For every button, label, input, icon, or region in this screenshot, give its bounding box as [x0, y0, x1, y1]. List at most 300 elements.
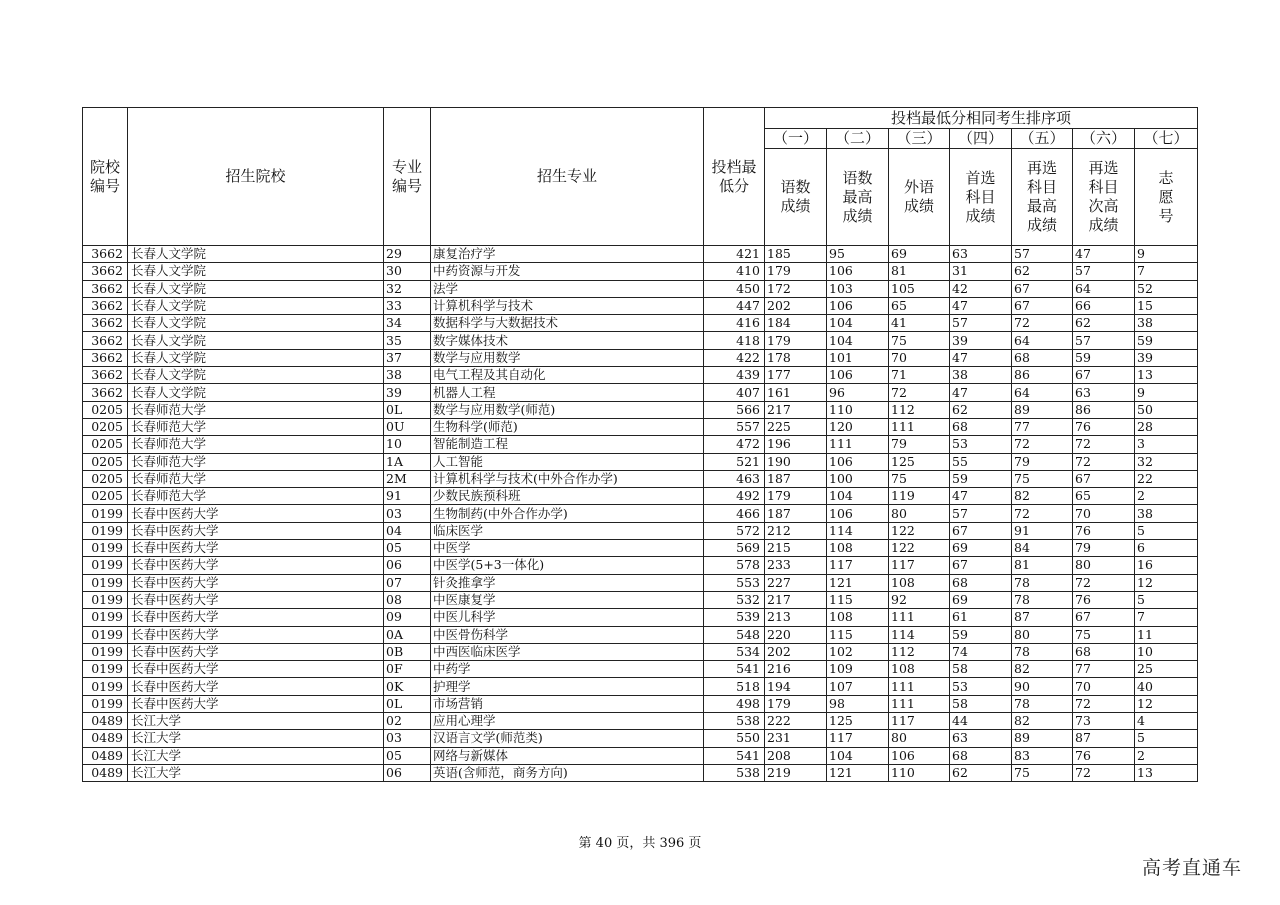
cell-score-4: 57 [950, 505, 1012, 522]
cell-school-code: 3662 [83, 332, 128, 349]
cell-min-score: 534 [704, 643, 765, 660]
cell-score-5: 86 [1012, 367, 1073, 384]
cell-min-score: 538 [704, 764, 765, 781]
cell-min-score: 466 [704, 505, 765, 522]
cell-score-1: 219 [765, 764, 827, 781]
cell-score-3: 108 [889, 574, 950, 591]
cell-score-6: 72 [1073, 436, 1135, 453]
cell-score-1: 212 [765, 522, 827, 539]
cell-min-score: 518 [704, 678, 765, 695]
cell-major-name: 中西医临床医学 [431, 643, 704, 660]
cell-school-code: 0199 [83, 574, 128, 591]
cell-min-score: 541 [704, 747, 765, 764]
cell-min-score: 422 [704, 349, 765, 366]
cell-score-3: 125 [889, 453, 950, 470]
cell-score-5: 83 [1012, 747, 1073, 764]
cell-score-2: 95 [827, 246, 889, 263]
cell-min-score: 532 [704, 591, 765, 608]
cell-major-name: 针灸推拿学 [431, 574, 704, 591]
cell-school-code: 0199 [83, 695, 128, 712]
cell-score-5: 75 [1012, 764, 1073, 781]
header-tiebreak-label: 首选科目成绩 [950, 149, 1012, 246]
cell-score-6: 62 [1073, 315, 1135, 332]
cell-score-6: 77 [1073, 661, 1135, 678]
header-major-code: 专业编号 [384, 108, 431, 246]
cell-score-3: 122 [889, 540, 950, 557]
cell-min-score: 548 [704, 626, 765, 643]
cell-score-2: 104 [827, 488, 889, 505]
cell-score-6: 59 [1073, 349, 1135, 366]
cell-score-5: 72 [1012, 315, 1073, 332]
cell-score-4: 68 [950, 574, 1012, 591]
table-row [83, 418, 1198, 435]
table-row [83, 349, 1198, 366]
cell-school-code: 0205 [83, 488, 128, 505]
cell-score-1: 184 [765, 315, 827, 332]
cell-score-5: 57 [1012, 246, 1073, 263]
cell-score-6: 66 [1073, 297, 1135, 314]
cell-score-5: 68 [1012, 349, 1073, 366]
cell-major-code: 29 [384, 246, 431, 263]
header-tiebreak-num: （三） [889, 129, 950, 149]
cell-school-code: 0199 [83, 540, 128, 557]
cell-score-1: 185 [765, 246, 827, 263]
cell-school-name: 长春中医药大学 [128, 678, 384, 695]
cell-score-4: 61 [950, 609, 1012, 626]
cell-score-6: 67 [1073, 367, 1135, 384]
cell-score-1: 217 [765, 591, 827, 608]
cell-score-2: 103 [827, 280, 889, 297]
cell-score-2: 106 [827, 297, 889, 314]
cell-wish-no: 22 [1135, 470, 1198, 487]
cell-school-code: 0205 [83, 453, 128, 470]
table-row [83, 609, 1198, 626]
cell-major-name: 数字媒体技术 [431, 332, 704, 349]
cell-major-name: 汉语言文学(师范类) [431, 730, 704, 747]
cell-wish-no: 2 [1135, 747, 1198, 764]
cell-major-name: 英语(含师范，商务方向) [431, 764, 704, 781]
cell-score-1: 217 [765, 401, 827, 418]
cell-score-2: 121 [827, 764, 889, 781]
header-major-name: 招生专业 [431, 108, 704, 246]
cell-score-2: 106 [827, 505, 889, 522]
cell-school-code: 3662 [83, 246, 128, 263]
cell-score-2: 104 [827, 332, 889, 349]
cell-score-4: 67 [950, 522, 1012, 539]
cell-school-name: 长春师范大学 [128, 418, 384, 435]
cell-school-name: 长春中医药大学 [128, 557, 384, 574]
cell-major-code: 0F [384, 661, 431, 678]
table-row [83, 332, 1198, 349]
cell-school-name: 长江大学 [128, 747, 384, 764]
cell-school-name: 长江大学 [128, 713, 384, 730]
cell-major-name: 数学与应用数学(师范) [431, 401, 704, 418]
cell-score-3: 41 [889, 315, 950, 332]
cell-major-code: 10 [384, 436, 431, 453]
table-row [83, 384, 1198, 401]
cell-major-name: 应用心理学 [431, 713, 704, 730]
cell-major-name: 护理学 [431, 678, 704, 695]
cell-school-code: 3662 [83, 384, 128, 401]
cell-score-4: 47 [950, 384, 1012, 401]
cell-school-code: 0199 [83, 661, 128, 678]
cell-school-code: 3662 [83, 315, 128, 332]
header-tiebreak-num: （四） [950, 129, 1012, 149]
cell-score-3: 112 [889, 401, 950, 418]
cell-score-2: 109 [827, 661, 889, 678]
cell-score-5: 77 [1012, 418, 1073, 435]
cell-major-code: 30 [384, 263, 431, 280]
cell-score-5: 80 [1012, 626, 1073, 643]
cell-school-name: 长春中医药大学 [128, 540, 384, 557]
cell-score-3: 69 [889, 246, 950, 263]
cell-score-4: 63 [950, 246, 1012, 263]
cell-score-3: 119 [889, 488, 950, 505]
cell-major-code: 0B [384, 643, 431, 660]
cell-school-name: 长春师范大学 [128, 470, 384, 487]
cell-score-5: 81 [1012, 557, 1073, 574]
cell-score-1: 179 [765, 695, 827, 712]
cell-major-name: 网络与新媒体 [431, 747, 704, 764]
cell-school-code: 3662 [83, 280, 128, 297]
table-row [83, 367, 1198, 384]
cell-min-score: 416 [704, 315, 765, 332]
cell-wish-no: 5 [1135, 591, 1198, 608]
cell-major-name: 中医康复学 [431, 591, 704, 608]
cell-major-code: 09 [384, 609, 431, 626]
cell-score-5: 78 [1012, 643, 1073, 660]
cell-score-3: 111 [889, 695, 950, 712]
cell-score-3: 114 [889, 626, 950, 643]
cell-school-code: 0489 [83, 730, 128, 747]
cell-score-1: 190 [765, 453, 827, 470]
cell-score-2: 114 [827, 522, 889, 539]
cell-major-code: 35 [384, 332, 431, 349]
cell-school-code: 0199 [83, 626, 128, 643]
cell-score-6: 76 [1073, 591, 1135, 608]
cell-score-2: 98 [827, 695, 889, 712]
cell-score-2: 106 [827, 263, 889, 280]
header-tiebreak-label: 外语成绩 [889, 149, 950, 246]
cell-major-name: 中医学(5+3一体化) [431, 557, 704, 574]
header-tiebreak-num: （七） [1135, 129, 1198, 149]
cell-major-code: 0A [384, 626, 431, 643]
cell-score-3: 117 [889, 557, 950, 574]
cell-min-score: 421 [704, 246, 765, 263]
cell-school-name: 长春中医药大学 [128, 609, 384, 626]
cell-score-5: 72 [1012, 436, 1073, 453]
cell-score-2: 125 [827, 713, 889, 730]
cell-score-4: 67 [950, 557, 1012, 574]
table-row [83, 678, 1198, 695]
cell-score-1: 177 [765, 367, 827, 384]
cell-major-code: 0L [384, 695, 431, 712]
cell-school-name: 长春中医药大学 [128, 574, 384, 591]
cell-wish-no: 59 [1135, 332, 1198, 349]
cell-wish-no: 13 [1135, 764, 1198, 781]
cell-school-code: 0199 [83, 505, 128, 522]
cell-score-6: 72 [1073, 574, 1135, 591]
cell-min-score: 439 [704, 367, 765, 384]
cell-school-name: 长春中医药大学 [128, 505, 384, 522]
cell-school-name: 长春人文学院 [128, 349, 384, 366]
cell-score-5: 82 [1012, 661, 1073, 678]
cell-major-name: 生物制药(中外合作办学) [431, 505, 704, 522]
cell-major-code: 07 [384, 574, 431, 591]
cell-score-1: 233 [765, 557, 827, 574]
cell-score-4: 58 [950, 661, 1012, 678]
table-header [83, 108, 1198, 246]
table-row [83, 470, 1198, 487]
cell-score-4: 38 [950, 367, 1012, 384]
cell-score-5: 72 [1012, 505, 1073, 522]
cell-wish-no: 32 [1135, 453, 1198, 470]
cell-score-1: 208 [765, 747, 827, 764]
cell-score-1: 202 [765, 297, 827, 314]
table-row [83, 436, 1198, 453]
table-row [83, 315, 1198, 332]
cell-min-score: 569 [704, 540, 765, 557]
cell-min-score: 566 [704, 401, 765, 418]
header-tiebreak-group: 投档最低分相同考生排序项 [765, 108, 1198, 129]
cell-wish-no: 12 [1135, 574, 1198, 591]
cell-wish-no: 25 [1135, 661, 1198, 678]
cell-min-score: 472 [704, 436, 765, 453]
cell-score-3: 111 [889, 678, 950, 695]
cell-min-score: 450 [704, 280, 765, 297]
cell-score-6: 63 [1073, 384, 1135, 401]
cell-score-2: 111 [827, 436, 889, 453]
cell-score-1: 216 [765, 661, 827, 678]
cell-score-1: 213 [765, 609, 827, 626]
header-tiebreak-num: （五） [1012, 129, 1073, 149]
cell-wish-no: 3 [1135, 436, 1198, 453]
cell-major-code: 06 [384, 764, 431, 781]
cell-school-name: 长春人文学院 [128, 315, 384, 332]
cell-school-code: 0205 [83, 436, 128, 453]
cell-school-code: 0199 [83, 522, 128, 539]
cell-school-name: 长江大学 [128, 730, 384, 747]
header-tiebreak-label: 再选科目最高成绩 [1012, 149, 1073, 246]
cell-score-2: 117 [827, 557, 889, 574]
cell-score-3: 75 [889, 332, 950, 349]
page-footer: 第 40 页，共 396 页 [578, 836, 702, 851]
cell-score-4: 69 [950, 540, 1012, 557]
cell-school-code: 0489 [83, 747, 128, 764]
table-row [83, 522, 1198, 539]
cell-score-4: 47 [950, 297, 1012, 314]
cell-score-1: 179 [765, 332, 827, 349]
cell-school-name: 长春人文学院 [128, 263, 384, 280]
cell-school-code: 3662 [83, 263, 128, 280]
cell-major-name: 中药学 [431, 661, 704, 678]
cell-score-2: 100 [827, 470, 889, 487]
cell-major-code: 0K [384, 678, 431, 695]
cell-wish-no: 15 [1135, 297, 1198, 314]
cell-score-6: 70 [1073, 678, 1135, 695]
cell-score-5: 78 [1012, 574, 1073, 591]
cell-score-1: 172 [765, 280, 827, 297]
cell-school-code: 0205 [83, 470, 128, 487]
cell-score-4: 31 [950, 263, 1012, 280]
cell-major-code: 0U [384, 418, 431, 435]
cell-score-5: 82 [1012, 488, 1073, 505]
cell-score-4: 68 [950, 747, 1012, 764]
cell-major-name: 数学与应用数学 [431, 349, 704, 366]
header-tiebreak-label: 语数成绩 [765, 149, 827, 246]
table-row [83, 280, 1198, 297]
cell-wish-no: 5 [1135, 730, 1198, 747]
cell-school-code: 0489 [83, 764, 128, 781]
table-row [83, 263, 1198, 280]
table-row [83, 730, 1198, 747]
cell-major-code: 03 [384, 730, 431, 747]
cell-min-score: 521 [704, 453, 765, 470]
cell-score-1: 202 [765, 643, 827, 660]
cell-score-4: 53 [950, 436, 1012, 453]
cell-score-5: 75 [1012, 470, 1073, 487]
cell-score-5: 91 [1012, 522, 1073, 539]
cell-major-name: 康复治疗学 [431, 246, 704, 263]
header-min-score: 投档最低分 [704, 108, 765, 246]
cell-score-5: 79 [1012, 453, 1073, 470]
cell-score-5: 89 [1012, 730, 1073, 747]
table-row [83, 557, 1198, 574]
cell-major-code: 1A [384, 453, 431, 470]
cell-score-2: 108 [827, 540, 889, 557]
cell-school-name: 长春中医药大学 [128, 695, 384, 712]
cell-school-name: 长春人文学院 [128, 332, 384, 349]
cell-major-name: 人工智能 [431, 453, 704, 470]
cell-score-2: 101 [827, 349, 889, 366]
cell-major-code: 08 [384, 591, 431, 608]
cell-min-score: 572 [704, 522, 765, 539]
cell-score-4: 47 [950, 349, 1012, 366]
header-tiebreak-num: （二） [827, 129, 889, 149]
cell-score-6: 65 [1073, 488, 1135, 505]
cell-score-1: 179 [765, 263, 827, 280]
table-row [83, 764, 1198, 781]
cell-min-score: 410 [704, 263, 765, 280]
cell-wish-no: 12 [1135, 695, 1198, 712]
cell-major-code: 05 [384, 747, 431, 764]
cell-score-3: 110 [889, 764, 950, 781]
cell-wish-no: 9 [1135, 246, 1198, 263]
cell-score-5: 67 [1012, 297, 1073, 314]
cell-score-1: 196 [765, 436, 827, 453]
cell-major-name: 少数民族预科班 [431, 488, 704, 505]
cell-score-2: 115 [827, 591, 889, 608]
cell-score-6: 70 [1073, 505, 1135, 522]
cell-score-3: 75 [889, 470, 950, 487]
cell-score-4: 74 [950, 643, 1012, 660]
cell-major-code: 02 [384, 713, 431, 730]
cell-major-code: 37 [384, 349, 431, 366]
cell-major-name: 中医学 [431, 540, 704, 557]
cell-score-3: 71 [889, 367, 950, 384]
cell-school-name: 长春师范大学 [128, 401, 384, 418]
cell-score-4: 53 [950, 678, 1012, 695]
cell-min-score: 550 [704, 730, 765, 747]
cell-score-4: 57 [950, 315, 1012, 332]
cell-major-code: 38 [384, 367, 431, 384]
table-row [83, 505, 1198, 522]
cell-score-1: 161 [765, 384, 827, 401]
cell-score-6: 76 [1073, 522, 1135, 539]
cell-major-name: 计算机科学与技术(中外合作办学) [431, 470, 704, 487]
table-row [83, 626, 1198, 643]
cell-school-code: 3662 [83, 349, 128, 366]
cell-score-4: 55 [950, 453, 1012, 470]
cell-wish-no: 2 [1135, 488, 1198, 505]
cell-score-6: 73 [1073, 713, 1135, 730]
cell-score-5: 78 [1012, 695, 1073, 712]
cell-wish-no: 11 [1135, 626, 1198, 643]
cell-school-name: 长春中医药大学 [128, 643, 384, 660]
cell-score-2: 104 [827, 747, 889, 764]
cell-score-2: 96 [827, 384, 889, 401]
cell-wish-no: 4 [1135, 713, 1198, 730]
header-tiebreak-num: （六） [1073, 129, 1135, 149]
cell-score-4: 47 [950, 488, 1012, 505]
cell-school-name: 长春人文学院 [128, 246, 384, 263]
cell-score-3: 72 [889, 384, 950, 401]
cell-score-5: 78 [1012, 591, 1073, 608]
cell-school-code: 0199 [83, 643, 128, 660]
cell-min-score: 538 [704, 713, 765, 730]
table-row [83, 488, 1198, 505]
cell-major-name: 法学 [431, 280, 704, 297]
cell-school-name: 长春人文学院 [128, 367, 384, 384]
cell-wish-no: 50 [1135, 401, 1198, 418]
cell-score-4: 58 [950, 695, 1012, 712]
table-row [83, 246, 1198, 263]
cell-score-3: 117 [889, 713, 950, 730]
cell-score-3: 111 [889, 418, 950, 435]
cell-school-name: 长江大学 [128, 764, 384, 781]
header-tiebreak-label: 再选科目次高成绩 [1073, 149, 1135, 246]
cell-score-4: 39 [950, 332, 1012, 349]
cell-score-5: 89 [1012, 401, 1073, 418]
cell-major-code: 0L [384, 401, 431, 418]
cell-score-5: 67 [1012, 280, 1073, 297]
cell-score-2: 106 [827, 453, 889, 470]
table-row [83, 591, 1198, 608]
cell-score-6: 68 [1073, 643, 1135, 660]
cell-major-code: 2M [384, 470, 431, 487]
cell-score-4: 44 [950, 713, 1012, 730]
cell-wish-no: 52 [1135, 280, 1198, 297]
admission-score-table [82, 107, 1198, 782]
cell-score-4: 68 [950, 418, 1012, 435]
table-row [83, 453, 1198, 470]
cell-score-5: 82 [1012, 713, 1073, 730]
cell-major-name: 机器人工程 [431, 384, 704, 401]
cell-score-4: 63 [950, 730, 1012, 747]
cell-major-code: 33 [384, 297, 431, 314]
cell-score-1: 225 [765, 418, 827, 435]
cell-wish-no: 10 [1135, 643, 1198, 660]
cell-score-6: 72 [1073, 695, 1135, 712]
cell-score-2: 106 [827, 367, 889, 384]
cell-school-name: 长春师范大学 [128, 436, 384, 453]
cell-score-2: 107 [827, 678, 889, 695]
cell-score-3: 80 [889, 730, 950, 747]
cell-score-2: 108 [827, 609, 889, 626]
cell-score-1: 222 [765, 713, 827, 730]
cell-school-code: 0205 [83, 401, 128, 418]
cell-score-2: 117 [827, 730, 889, 747]
